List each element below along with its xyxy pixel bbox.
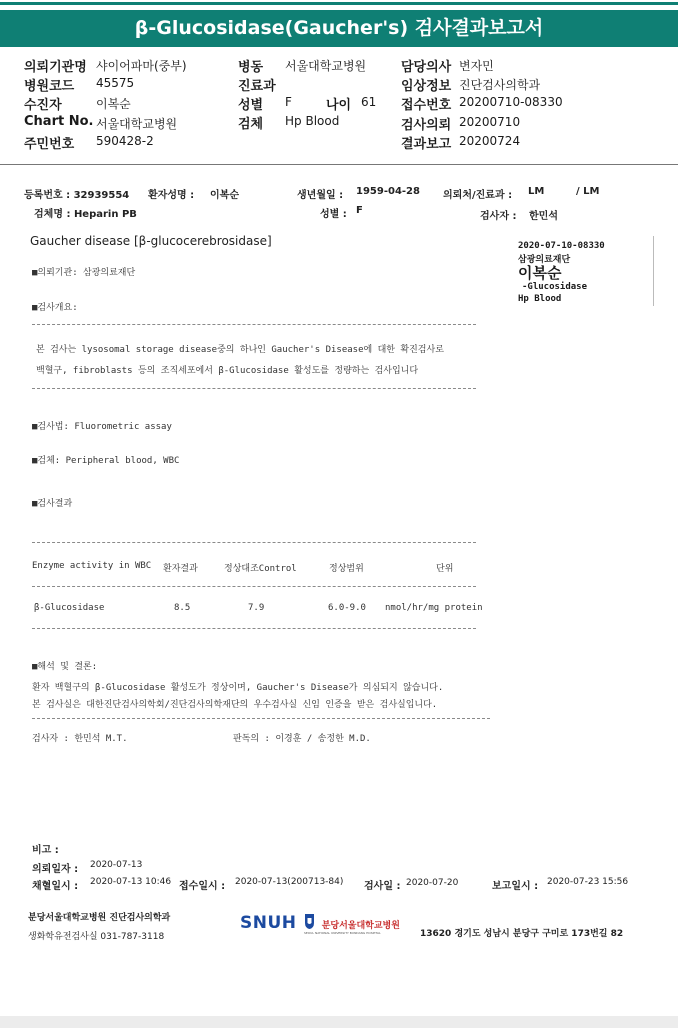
overview-bottom-divider [32, 388, 476, 389]
chart-no: 서울대학교병원 [96, 117, 178, 131]
result-cell-control: 7.9 [248, 603, 265, 613]
snuh-logo-name: 분당서울대학교병원 [321, 921, 400, 931]
label-test: -Glucosidase [522, 282, 588, 292]
dept-label: 진료과 [238, 79, 276, 94]
report-time-value: 2020-07-23 15:56 [547, 877, 629, 887]
sex-label: 성별 [238, 98, 264, 113]
receipt-value: 2020-07-13(200713-84) [235, 877, 344, 887]
snuh-logo [240, 913, 400, 933]
report-test-title: Gaucher disease [β-glucocerebrosidase] [30, 234, 272, 248]
interpretation-line-2: 본 검사실은 대한진단검사의학회/진단검사의학재단의 우수검사실 신임 인증을 받은 검사실입니다. [32, 700, 438, 710]
overview-heading: ■검사개요: [32, 303, 78, 313]
age-value: 61 [361, 95, 377, 109]
interpretation-heading: ■해석 및 결론: [32, 662, 98, 672]
overview-line-1: 본 검사는 lysosomal storage disease중의 하나인 Gaucher's Disease에 대한 확진검사로 [36, 345, 444, 355]
report-date: 20200724 [459, 134, 521, 148]
result-table-bottom-divider [32, 628, 476, 629]
registration-number: 등록번호 : 32939554 [24, 190, 130, 201]
result-header-patient: 환자결과 [163, 564, 198, 574]
specimen-name: 검체명 : Heparin PB [34, 209, 137, 220]
result-table-top-divider [32, 542, 476, 543]
attending-physician: 변자민 [459, 59, 494, 73]
header-divider [0, 164, 678, 165]
reviewer-signature: 판독의 : 이경훈 / 송정한 M.D. [233, 734, 371, 744]
age-label: 나이 [326, 98, 352, 113]
referral-dept-b: / LM [576, 186, 600, 197]
institution-line: ■의뢰기관: 삼광의료재단 [32, 268, 136, 278]
interpretation-line-1: 환자 백혈구의 β-Glucosidase 활성도가 정상이며, Gaucher's Disease가 의심되지 않습니다. [32, 683, 444, 693]
request-date-value: 2020-07-13 [90, 860, 143, 870]
result-header-control: 정상대조Control [224, 564, 297, 574]
result-cell-patient: 8.5 [174, 603, 191, 613]
header-col3-row1: 담당의사 [401, 60, 452, 75]
header-col1-row2: 병원코드 [24, 79, 75, 94]
footer-address: 13620 경기도 성남시 분당구 구미로 173번길 82 [420, 929, 624, 939]
result-table-header-divider [32, 586, 476, 587]
snuh-logo-subtitle: SEOUL NATIONAL UNIVERSITY BUNDANG HOSPITAL [304, 931, 381, 935]
header-col3-row2: 임상정보 [401, 79, 452, 94]
label-accession: 2020-07-10-08330 [518, 241, 605, 251]
patient-sex-value: F [356, 205, 363, 216]
interpretation-divider [32, 718, 490, 719]
result-heading: ■검사결과 [32, 499, 73, 509]
result-header-range: 정상범위 [329, 564, 364, 574]
label-box-border [653, 236, 654, 306]
header-col1-row5: 주민번호 [24, 137, 75, 152]
receipt-number: 20200710-08330 [459, 95, 563, 109]
receipt-label: 접수일시 : [179, 881, 226, 892]
patient-name-value: 이복순 [210, 190, 239, 201]
requesting-institution: 샤이어파마(중부) [96, 59, 187, 73]
clinical-info: 진단검사의학과 [459, 78, 541, 92]
header-col1-row1: 의뢰기관명 [24, 60, 87, 75]
test-date-value: 2020-07-20 [406, 878, 459, 888]
patient-sex-label: 성별 : [320, 209, 347, 220]
result-header-enzyme: Enzyme activity in WBC [32, 561, 152, 571]
result-cell-enzyme: β-Glucosidase [34, 603, 105, 613]
report-time-label: 보고일시 : [492, 881, 539, 892]
ward-label: 병동 [238, 60, 264, 75]
referral-dept-label: 의뢰처/진료과 : [443, 190, 513, 201]
specimen-label: 검체 [238, 117, 264, 132]
dob-label: 생년월일 : [297, 190, 344, 201]
patient-name: 이복순 [96, 97, 131, 111]
header-col3-row5: 결과보고 [401, 137, 452, 152]
collection-label: 채혈일시 : [32, 881, 79, 892]
snuh-logo-text: SNUH [240, 913, 297, 933]
tester-label: 검사자 : [480, 211, 517, 222]
header-col3-row4: 검사의뢰 [401, 118, 452, 133]
tester-value: 한민석 [529, 211, 558, 222]
snuh-emblem-icon [303, 913, 316, 930]
referral-dept-a: LM [528, 186, 545, 197]
hospital-code: 45575 [96, 76, 135, 90]
tester-signature: 검사자 : 한민석 M.T. [32, 734, 128, 744]
header-col1-row4: Chart No. [24, 114, 94, 129]
overview-top-divider [32, 324, 476, 325]
specimen-line: ■검체: Peripheral blood, WBC [32, 456, 180, 466]
dob-value: 1959-04-28 [356, 186, 420, 197]
collection-value: 2020-07-13 10:46 [90, 877, 172, 887]
label-org: 삼광의료재단 [518, 255, 571, 265]
ward-value: 서울대학교병원 [285, 59, 367, 73]
result-cell-unit: nmol/hr/mg protein [385, 603, 483, 613]
header-col1-row3: 수진자 [24, 98, 62, 113]
sex-value: F [285, 95, 292, 109]
result-header-unit: 단위 [436, 564, 454, 574]
request-date: 20200710 [459, 115, 521, 129]
overview-line-2: 백혈구, fibroblasts 등의 조직세포에서 β-Glucosidase 활성도를 정량하는 검사입니다 [36, 366, 419, 376]
header-col3-row3: 접수번호 [401, 98, 452, 113]
label-specimen: Hp Blood [518, 294, 562, 304]
remark-label: 비고 : [32, 845, 59, 856]
resident-no: 590428-2 [96, 134, 154, 148]
method-line: ■검사법: Fluorometric assay [32, 422, 172, 432]
specimen-value: Hp Blood [285, 114, 340, 128]
request-date-label: 의뢰일자 : [32, 864, 79, 875]
label-patient-name: 이복순 [518, 264, 562, 282]
top-accent-line [0, 2, 678, 5]
footer-hospital-dept: 분당서울대학교병원 진단검사의학과 [28, 913, 171, 923]
test-date-label: 검사일 : [364, 881, 401, 892]
footer-lab-contact: 생화학유전검사실 031-787-3118 [28, 932, 165, 942]
result-cell-range: 6.0-9.0 [328, 603, 366, 613]
patient-name-label: 환자성명 : [148, 190, 195, 201]
report-title-banner: β-Glucosidase(Gaucher's) 검사결과보고서 [0, 10, 678, 47]
